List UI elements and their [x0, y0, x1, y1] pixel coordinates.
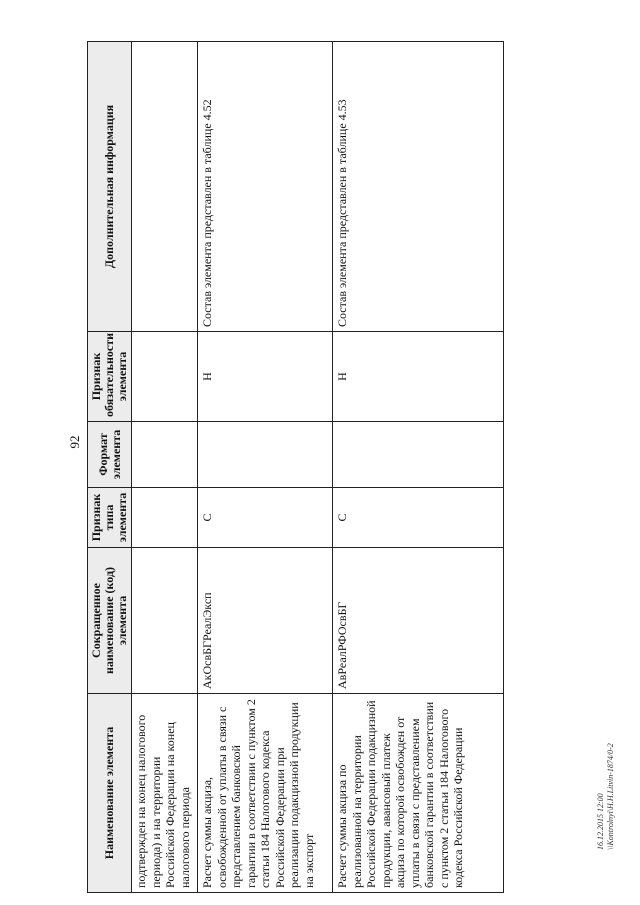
elements-table — [87, 41, 504, 893]
cell-type: С — [198, 488, 333, 548]
cell-code: АвРеалРФОсвБГ — [333, 548, 504, 694]
footer-timestamp: 16.12.2015 12:00 — [596, 793, 605, 850]
header-element-code: Сокращенное наименование (код) элемента — [88, 548, 132, 694]
header-element-name: Наименование элемента — [88, 694, 132, 893]
elements-table-container — [87, 42, 495, 893]
cell-name: Расчет суммы акциза, освобожденной от уплаты в связи с представлением банковской гарантии в соответствии с пунктом 2 статьи 184 Налогового кодекса Российской Федерации при реализации подакцизной продукции на экспорт — [198, 694, 333, 893]
cell-type: С — [333, 488, 504, 548]
cell-name: Расчет суммы акциза по реализованной на территории Российской Федерации подакцизной продукции, авансовый платеж акциза по которой освобожден от уплаты в связи с представлением банковской гарантии в соответствии с пунктом 2 статьи 184 Налогового кодекса Российской Федерации — [333, 694, 504, 893]
cell-code: АкОсвБГРеалЭксп — [198, 548, 333, 694]
page-number: 92 — [67, 435, 82, 449]
cell-extra: Состав элемента представлен в таблице 4.53 — [333, 42, 504, 332]
cell-required: Н — [198, 332, 333, 422]
cell-extra: Состав элемента представлен в таблице 4.52 — [198, 42, 333, 332]
cell-format — [132, 422, 198, 488]
table-header-row — [88, 42, 132, 893]
cell-required: Н — [333, 332, 504, 422]
cell-format — [333, 422, 504, 488]
header-element-type: Признак типа элемента — [88, 488, 132, 548]
cell-code — [132, 548, 198, 694]
table-row — [198, 42, 333, 893]
cell-required — [132, 332, 198, 422]
table-row — [132, 42, 198, 893]
cell-name: подтвержден на конец налогового периода) и на территории Российской Федерации на конец налогового периода — [132, 694, 198, 893]
table-row — [333, 42, 504, 893]
cell-format — [198, 422, 333, 488]
cell-type — [132, 488, 198, 548]
header-additional-info: Дополнительная информация — [88, 42, 132, 332]
header-element-required: Признак обязательности элемента — [88, 332, 132, 422]
cell-extra — [132, 42, 198, 332]
header-element-format: Формат элемента — [88, 422, 132, 488]
footer-path: \\Kontrolnyi\H.H.Litvin-1874/0-2 — [606, 743, 615, 850]
